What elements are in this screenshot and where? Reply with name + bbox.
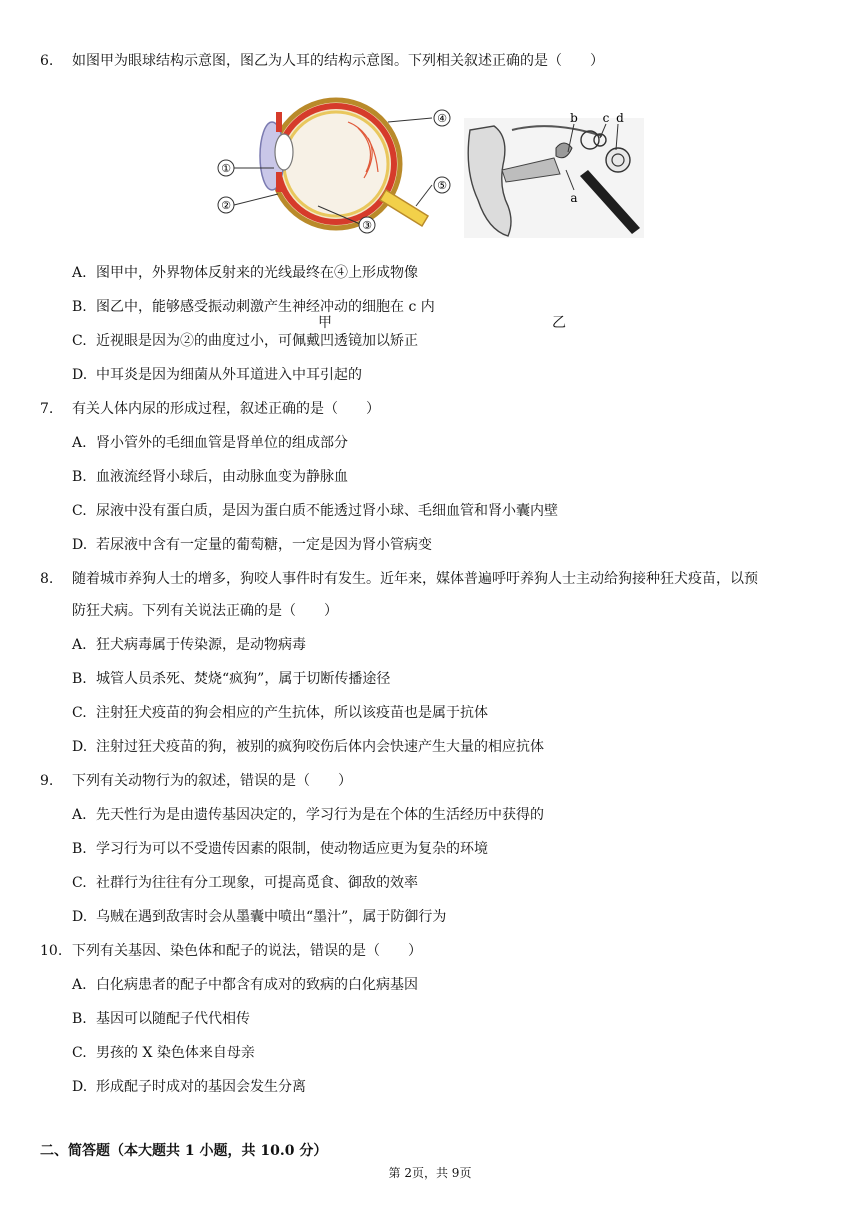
question-10-option-b: B. 基因可以随配子代代相传: [72, 1011, 250, 1027]
question-number: 8.: [40, 571, 54, 587]
ear-caption: 乙: [552, 315, 566, 331]
question-8-option-b: B. 城管人员杀死、焚烧“疯狗”，属于切断传播途径: [72, 671, 391, 687]
question-8-option-a: A. 狂犬病毒属于传染源，是动物病毒: [72, 637, 306, 653]
eye-label-3: ③: [362, 219, 372, 232]
question-6-option-a: A. 图甲中，外界物体反射来的光线最终在④上形成物像: [72, 265, 418, 281]
question-10-option-d: D. 形成配子时成对的基因会发生分离: [72, 1079, 306, 1095]
question-8-option-d: D. 注射过狂犬疫苗的狗，被别的疯狗咬伤后体内会快速产生大量的相应抗体: [72, 739, 544, 755]
question-8-stem: [40, 568, 758, 588]
question-7-stem: [40, 398, 380, 418]
question-9-option-c: C. 社群行为往往有分工现象，可提高觅食、御敌的效率: [72, 875, 418, 891]
eye-diagram: [218, 100, 450, 233]
question-8-option-c: C. 注射狂犬疫苗的狗会相应的产生抗体，所以该疫苗也是属于抗体: [72, 705, 488, 721]
question-number: 6.: [40, 53, 54, 69]
eye-label-2: ②: [221, 199, 231, 212]
question-text: 下列有关基因、染色体和配子的说法，错误的是（ ）: [72, 943, 422, 959]
ear-label-d: d: [616, 111, 624, 125]
question-number: 7.: [40, 401, 54, 417]
question-text: 有关人体内尿的形成过程，叙述正确的是（ ）: [72, 401, 380, 417]
question-6-option-b: B. 图乙中，能够感受振动刺激产生神经冲动的细胞在 c 内: [72, 299, 435, 315]
ear-label-a: a: [570, 191, 578, 205]
eye-caption: 甲: [318, 315, 332, 331]
question-8-stem-continued: 防狂犬病。下列有关说法正确的是（ ）: [72, 603, 338, 619]
question-7-option-d: D. 若尿液中含有一定量的葡萄糖，一定是因为肾小管病变: [72, 537, 432, 553]
question-10-option-c: C. 男孩的 X 染色体来自母亲: [72, 1045, 255, 1061]
section-heading: 二、简答题（本大题共 1 小题，共 10.0 分）: [40, 1143, 328, 1159]
eye-label-5: ⑤: [437, 179, 447, 192]
ear-label-c: c: [602, 111, 610, 125]
question-6-option-d: D. 中耳炎是因为细菌从外耳道进入中耳引起的: [72, 367, 362, 383]
page-footer: 第 2页，共 9页: [388, 1166, 472, 1180]
question-text: 随着城市养狗人士的增多，狗咬人事件时有发生。近年来，媒体普遍呼吁养狗人士主动给狗接种狂犬疫苗，以预: [72, 571, 758, 587]
question-10-stem: [40, 940, 422, 960]
question-10-option-a: A. 白化病患者的配子中都含有成对的致病的白化病基因: [72, 977, 418, 993]
ear-diagram: [464, 111, 644, 238]
question-7-option-b: B. 血液流经肾小球后，由动脉血变为静脉血: [72, 469, 348, 485]
question-text: 下列有关动物行为的叙述，错误的是（ ）: [72, 773, 352, 789]
question-9-option-d: D. 乌贼在遇到敌害时会从墨囊中喷出“墨汁”，属于防御行为: [72, 909, 447, 925]
question-number: 9.: [40, 773, 54, 789]
question-7-option-c: C. 尿液中没有蛋白质，是因为蛋白质不能透过肾小球、毛细血管和肾小囊内壁: [72, 503, 558, 519]
question-number: 10.: [40, 943, 63, 959]
question-7-option-a: A. 肾小管外的毛细血管是肾单位的组成部分: [72, 435, 348, 451]
ear-label-b: b: [570, 111, 578, 125]
question-6-stem: [40, 50, 604, 70]
eye-ear-diagram: [208, 78, 648, 256]
question-9-option-a: A. 先天性行为是由遗传基因决定的，学习行为是在个体的生活经历中获得的: [72, 807, 544, 823]
eye-label-1: ①: [221, 162, 231, 175]
question-text: 如图甲为眼球结构示意图，图乙为人耳的结构示意图。下列相关叙述正确的是（ ）: [72, 53, 604, 69]
question-9-option-b: B. 学习行为可以不受遗传因素的限制，使动物适应更为复杂的环境: [72, 841, 488, 857]
eye-label-4: ④: [437, 112, 447, 125]
question-6-option-c: C. 近视眼是因为②的曲度过小，可佩戴凹透镜加以矫正: [72, 333, 418, 349]
question-9-stem: [40, 770, 352, 790]
